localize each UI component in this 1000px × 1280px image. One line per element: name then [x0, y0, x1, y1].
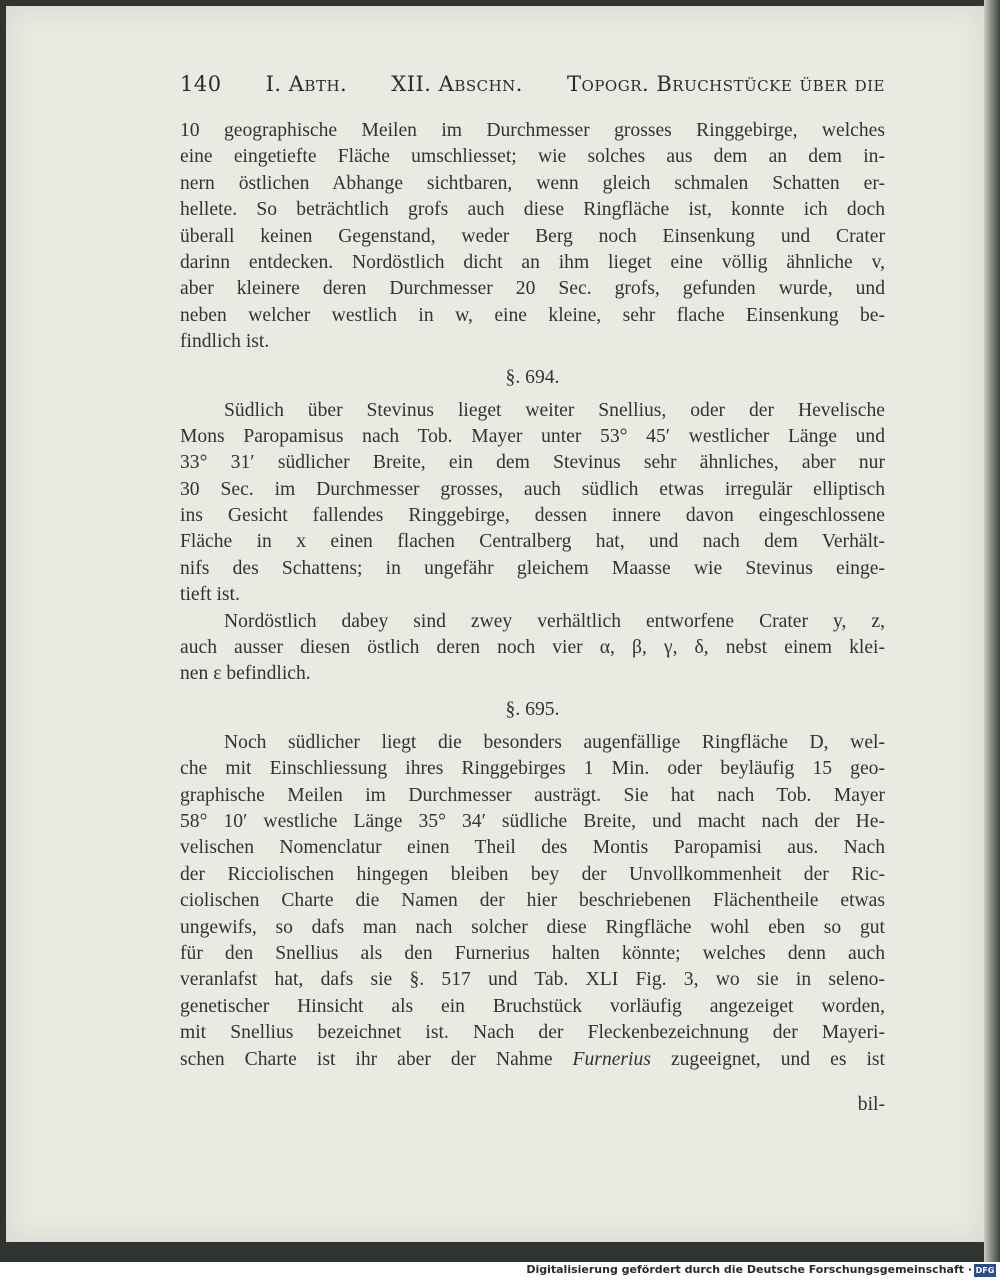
book-spine [984, 0, 1000, 1262]
text-line: ungewifs, so dafs man nach solcher diese Ringfläche wohl eben so gut [180, 916, 885, 938]
text-line: Nordöstlich dabey sind zwey verhältlich entworfene Crater y, z, [224, 610, 885, 632]
text-line: 58° 10′ westliche Länge 35° 34′ südliche Breite, und macht nach der He- [180, 810, 885, 832]
part-label: I. Abth. [265, 72, 348, 96]
text-line: nen ε befindlich. [180, 663, 311, 685]
text-line: überall keinen Gegenstand, weder Berg noch Einsenkung und Crater [180, 225, 885, 247]
text-line: mit Snellius bezeichnet ist. Nach der Fleckenbezeichnung der Mayeri- [180, 1022, 885, 1044]
text-line: findlich ist. [180, 331, 270, 353]
body-text [180, 118, 885, 1073]
text-line: Noch südlicher liegt die besonders augenfällige Ringfläche D, wel- [224, 731, 885, 753]
text-line: 30 Sec. im Durchmesser grosses, auch südlich etwas irregulär elliptisch [180, 478, 885, 500]
text-line: eine eingetiefte Fläche umschliesset; wie solches aus dem an dem in- [180, 146, 885, 168]
text-line: velischen Nomenclatur einen Theil des Montis Paropamisi aus. Nach [180, 837, 885, 859]
catchword: bil- [857, 1094, 885, 1115]
text-line: der Ricciolischen hingegen bleiben bey der Unvollkommenheit der Ric- [180, 863, 885, 885]
section-heading-694: §. 694. [505, 366, 560, 388]
text-line: tieft ist. [180, 584, 240, 606]
running-head [180, 72, 885, 96]
text-line: nifs des Schattens; in ungefähr gleichem Maasse wie Stevinus einge- [180, 557, 885, 579]
text-line: nern östlichen Abhange sichtbaren, wenn gleich schmalen Schatten er- [180, 172, 885, 194]
text-fragment: zugeeignet, und es ist [650, 1048, 885, 1070]
footer-credit: Digitalisierung gefördert durch die Deutsche Forschungsgemeinschaft · [526, 1263, 972, 1276]
text-line: ciolischen Charte die Namen der hier beschriebenen Flächentheile etwas [180, 890, 885, 912]
text-line: 10 geographische Meilen im Durchmesser grosses Ringgebirge, welches [180, 120, 885, 141]
text-line: Fläche in x einen flachen Centralberg hat, und nach dem Verhält- [180, 531, 885, 553]
text-line: graphische Meilen im Durchmesser austrägt. Sie hat nach Tob. Mayer [180, 784, 885, 806]
text-line: veranlafst hat, dafs sie §. 517 und Tab. XLI Fig. 3, wo sie in seleno- [180, 969, 885, 991]
text-line: aber kleinere deren Durchmesser 20 Sec. grofs, gefunden wurde, und [180, 278, 885, 300]
text-line: neben welcher westlich in w, eine kleine, sehr flache Einsenkung be- [180, 304, 885, 326]
text-line: darinn entdecken. Nordöstlich dicht an ihm lieget eine völlig ähnliche v, [180, 251, 885, 273]
section-heading-695: §. 695. [505, 698, 560, 720]
text-line: 33° 31′ südlicher Breite, ein dem Stevinus sehr ähnliches, aber nur [180, 452, 885, 474]
section-label: XII. Abschn. [391, 72, 523, 96]
chapter-title: Topogr. Bruchstücke über die [567, 72, 885, 96]
text-line: auch ausser diesen östlich deren noch vier α, β, γ, δ, nebst einem klei- [180, 637, 885, 659]
text-line: che mit Einschliessung ihres Ringgebirges 1 Min. oder beyläufig 15 geo- [180, 758, 885, 780]
text-line: genetischer Hinsicht als ein Bruchstück vorläufig angezeiget worden, [180, 995, 885, 1017]
text-line: Mons Paropamisus nach Tob. Mayer unter 53° 45′ westlicher Länge und [180, 425, 885, 447]
text-line [180, 1047, 885, 1073]
text-line: für den Snellius als den Furnerius halten könnte; welches denn auch [180, 942, 885, 964]
text-line: Südlich über Stevinus lieget weiter Snellius, oder der Hevelische [224, 399, 885, 421]
italic-name: Furnerius [572, 1048, 651, 1070]
text-line: ins Gesicht fallendes Ringgebirge, dessen innere davon eingeschlossene [180, 505, 885, 527]
dfg-logo-icon: DFG [975, 1266, 995, 1275]
page-number: 140 [180, 72, 222, 96]
text-line: hellete. So beträchtlich grofs auch diese Ringfläche ist, konnte ich doch [180, 199, 885, 221]
text-fragment: schen Charte ist ihr aber der Nahme [180, 1048, 573, 1070]
